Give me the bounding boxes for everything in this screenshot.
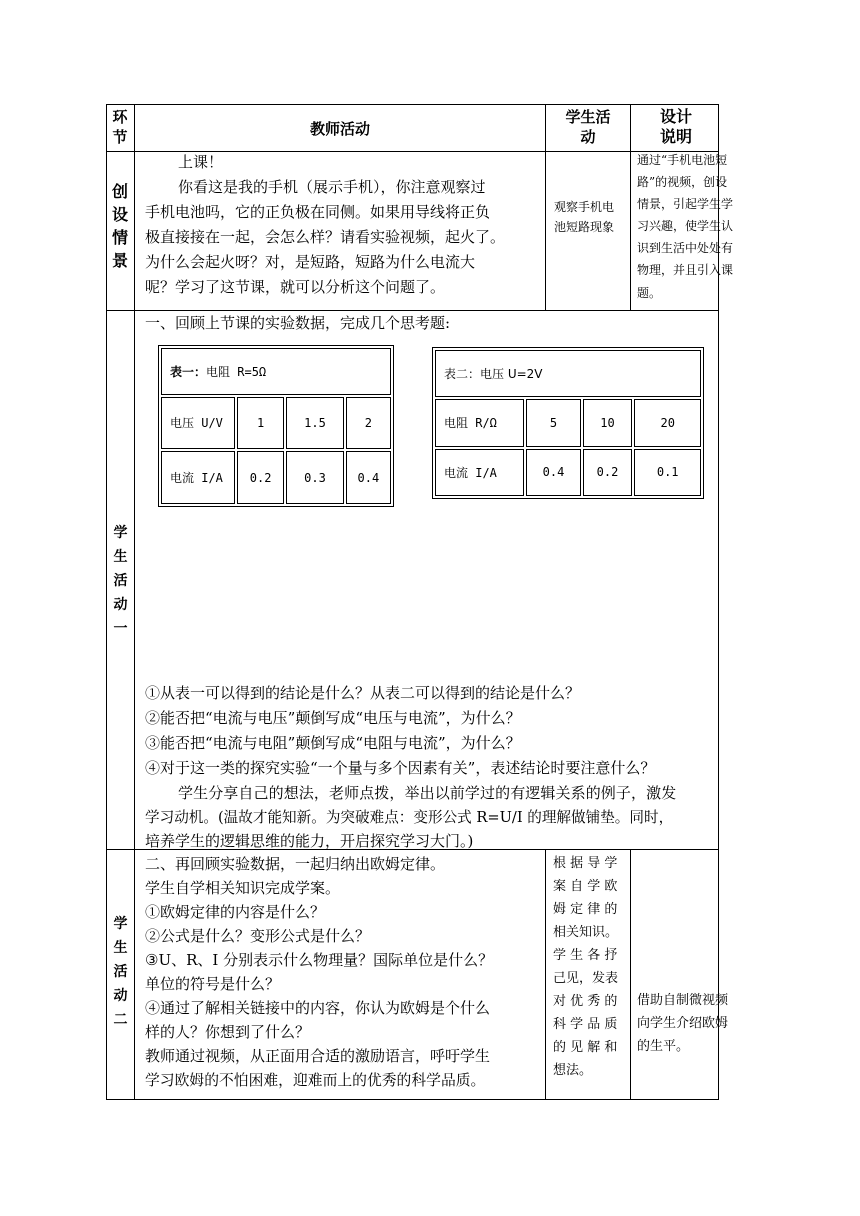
row3-teacher-line-8: 教师通过视频，从正面用合适的激励语言，呼吁学生 bbox=[145, 1047, 491, 1065]
row1-section-label bbox=[108, 180, 132, 272]
row1-teacher-line-3: 极直接接在一起，会怎么样？请看实验视频，起火了。 bbox=[145, 228, 506, 246]
row1-teacher-line-0: 上课！ bbox=[178, 153, 224, 171]
row3-teacher-line-6: ④通过了解相关链接中的内容，你认为欧姆是个什么 bbox=[145, 999, 491, 1017]
table2-cell: 0.4 bbox=[526, 449, 580, 496]
table1-row-label: 电压 U/V bbox=[161, 397, 235, 450]
row1-section-text: 创设情景 bbox=[112, 182, 129, 270]
table1-caption-rest: 电阻 R=5Ω bbox=[206, 364, 267, 379]
table1-row bbox=[161, 451, 391, 504]
table-border-left bbox=[106, 104, 107, 1100]
row3-teacher-line-1: 学生自学相关知识完成学案。 bbox=[145, 879, 341, 897]
table-border-bottom bbox=[106, 1099, 719, 1100]
table1-cell: 0.2 bbox=[237, 451, 284, 504]
header-section-label bbox=[108, 107, 132, 147]
row2-intro: 一、回顾上节课的实验数据，完成几个思考题: bbox=[145, 314, 451, 332]
row2-section-label bbox=[108, 521, 132, 641]
table1-caption-bold: 表一： bbox=[170, 364, 207, 379]
row3-section-label bbox=[108, 912, 132, 1032]
question-1: ①从表一可以得到的结论是什么？从表二可以得到的结论是什么？ bbox=[145, 684, 581, 702]
row1-teacher-line-2: 手机电池吗，它的正负极在同侧。如果用导线将正负 bbox=[145, 203, 491, 221]
table2-row bbox=[435, 449, 701, 496]
header-section-text: 环节 bbox=[112, 108, 128, 146]
summary-line-2: 培养学生的逻辑思维的能力，开启探究学习大门。) bbox=[145, 832, 474, 850]
row3-design-line-0: 借助自制微视频 bbox=[637, 993, 729, 1008]
row3-teacher-line-9: 学习欧姆的不怕困难，迎难而上的优秀的科学品质。 bbox=[145, 1072, 486, 1089]
question-4: ④对于这一类的探究实验“一个量与多个因素有关”，表述结论时要注意什么？ bbox=[145, 759, 656, 777]
row1-teacher-line-4: 为什么会起火呀？对，是短路，短路为什么电流大 bbox=[145, 253, 476, 271]
row1-teacher-line-5: 呢？学习了这节课，就可以分析这个问题了。 bbox=[145, 278, 446, 296]
data-table-2 bbox=[432, 347, 704, 499]
table1-cell: 1 bbox=[237, 397, 284, 450]
row3-teacher-line-4: ③U、R、I 分别表示什么物理量？国际单位是什么？ bbox=[145, 951, 494, 969]
table1-cell: 1.5 bbox=[286, 397, 344, 450]
row2-section-text: 学生活动一 bbox=[113, 525, 128, 637]
row3-teacher-line-7: 样的人？你想到了什么？ bbox=[145, 1023, 311, 1041]
table1-cell: 0.4 bbox=[346, 451, 391, 504]
table2-caption: 表二：电压 U=2V bbox=[435, 350, 701, 397]
row1-design-line-6: 题。 bbox=[637, 286, 662, 300]
row3-student-line-5: 己见，发表 bbox=[553, 971, 619, 986]
table-border-top bbox=[106, 104, 719, 105]
row1-teacher-line-1: 你看这是我的手机（展示手机），你注意观察过 bbox=[178, 178, 486, 196]
table1-row-label: 电流 I/A bbox=[161, 451, 235, 504]
row1-design-line-4: 识到生活中处处有 bbox=[637, 241, 734, 255]
col1-divider bbox=[134, 104, 135, 1100]
row1-design-line-3: 习兴趣，使学生认 bbox=[637, 219, 734, 233]
row3-student-line-3: 相关知识。 bbox=[553, 925, 619, 940]
row1-design-line-1: 路”的视频，创设 bbox=[637, 175, 728, 189]
row3-design-line-2: 的生平。 bbox=[637, 1039, 690, 1054]
table2-row bbox=[435, 399, 701, 446]
col2-divider-row1 bbox=[545, 104, 546, 311]
row3-student-line-6: 对 优 秀 的 bbox=[553, 994, 618, 1009]
header-student-activity: 学生活动 bbox=[565, 108, 611, 146]
table1-row bbox=[161, 397, 391, 450]
row3-student-line-9: 想法。 bbox=[553, 1063, 593, 1078]
row3-teacher-line-5: 单位的符号是什么？ bbox=[145, 975, 281, 993]
row1-design-line-2: 情景，引起学生学 bbox=[637, 197, 734, 211]
table2-row-label: 电流 I/A bbox=[435, 449, 524, 496]
col3-divider-row3 bbox=[630, 849, 631, 1100]
row3-teacher-line-2: ①欧姆定律的内容是什么？ bbox=[145, 903, 326, 921]
table2-cell: 20 bbox=[634, 399, 701, 446]
row3-student-line-0: 根 据 导 学 bbox=[553, 856, 618, 871]
row1-student-line-1: 池短路现象 bbox=[554, 220, 615, 234]
summary-line-1: 学习动机。(温故才能知新。为突破难点：变形公式 R=U/I 的理解做铺垫。同时， bbox=[145, 809, 674, 826]
row3-student-line-4: 学 生 各 抒 bbox=[553, 948, 618, 963]
table2-row-label: 电阻 R/Ω bbox=[435, 399, 524, 446]
table2-cell: 5 bbox=[526, 399, 580, 446]
row1-student-line-0: 观察手机电 bbox=[554, 200, 615, 214]
table1-cell: 2 bbox=[346, 397, 391, 450]
table2-cell: 10 bbox=[583, 399, 633, 446]
table2-cell: 0.2 bbox=[583, 449, 633, 496]
header-design-notes: 设计说明 bbox=[660, 107, 693, 146]
row3-student-line-7: 科 学 品 质 bbox=[553, 1017, 618, 1032]
row3-teacher-line-3: ②公式是什么？变形公式是什么？ bbox=[145, 927, 371, 945]
row3-student-line-1: 案 自 学 欧 bbox=[553, 879, 618, 894]
table2-cell: 0.1 bbox=[634, 449, 701, 496]
header-teacher-activity: 教师活动 bbox=[309, 120, 370, 138]
summary-line-0: 学生分享自己的想法，老师点拨，举出以前学过的有逻辑关系的例子，激发 bbox=[178, 784, 677, 802]
row3-student-line-2: 姆 定 律 的 bbox=[553, 902, 618, 917]
row3-design-line-1: 向学生介绍欧姆 bbox=[637, 1016, 729, 1031]
row1-design-line-5: 物理，并且引入课 bbox=[637, 263, 734, 277]
data-table-1 bbox=[158, 345, 394, 507]
row1-design-line-0: 通过“手机电池短 bbox=[637, 153, 728, 167]
table1-caption bbox=[161, 348, 391, 395]
row3-teacher-line-0: 二、再回顾实验数据，一起归纳出欧姆定律。 bbox=[145, 855, 446, 873]
table1-cell: 0.3 bbox=[286, 451, 344, 504]
row1-divider bbox=[106, 310, 719, 311]
col2-divider-row3 bbox=[545, 849, 546, 1100]
question-3: ③能否把“电流与电阻”颠倒写成“电阻与电流”，为什么？ bbox=[145, 734, 521, 752]
row3-section-text: 学生活动二 bbox=[113, 916, 128, 1028]
row3-student-line-8: 的 见 解 和 bbox=[553, 1040, 618, 1055]
question-2: ②能否把“电流与电压”颠倒写成“电压与电流”，为什么？ bbox=[145, 709, 521, 727]
col3-divider-row1 bbox=[630, 104, 631, 311]
